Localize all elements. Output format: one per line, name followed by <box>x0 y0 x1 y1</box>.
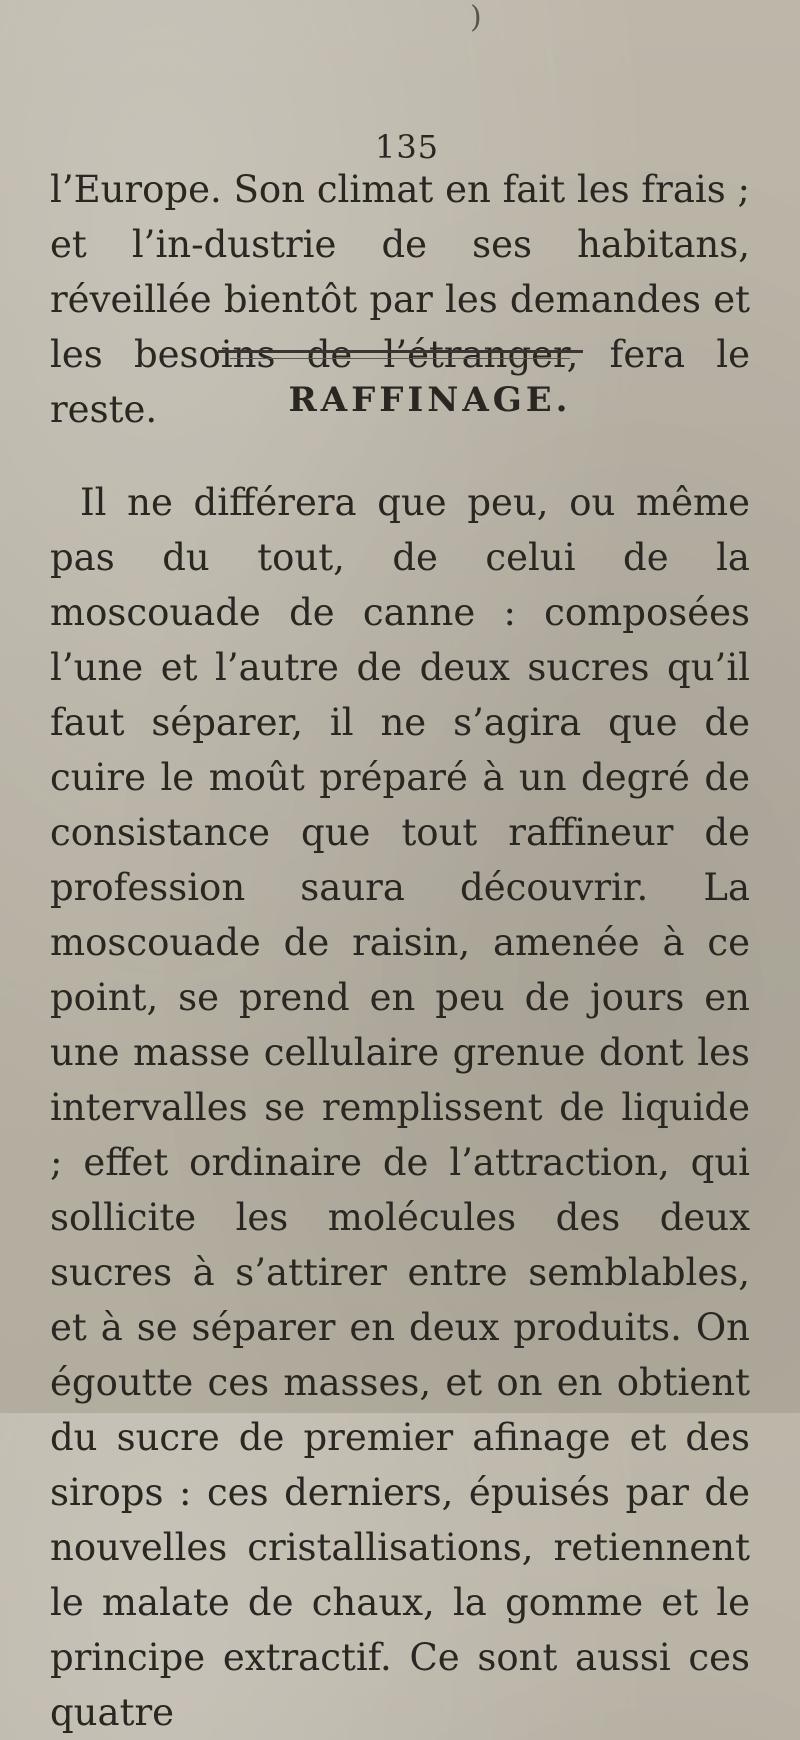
corner-mark: ) <box>470 0 482 35</box>
section-heading: RAFFINAGE. <box>288 380 572 420</box>
section-divider-thin <box>230 358 570 359</box>
top-paragraph: l’Europe. Son climat en fait les frais ; et l’in-dustrie de ses habitans, réveillée bientôt par les demandes et les besoins de l’étranger, fera le reste. <box>50 168 750 431</box>
page-number: 135 <box>374 128 440 166</box>
section-divider <box>218 350 583 353</box>
body-paragraph: Il ne différera que peu, ou même pas du tout, de celui de la moscouade de canne : composées l’une et l’autre de deux sucres qu’il faut séparer, il ne s’agira que de cuire le moût préparé à un degré de consistance que tout raffineur de profession saura découvrir. La moscouade de raisin, amenée à ce point, se prend en peu de jours en une masse cellulaire grenue dont les intervalles se remplissent de liquide ; effet ordinaire de l’attraction, qui sollicite les molécules des deux sucres à s’attirer entre semblables, et à se séparer en deux produits. On égoutte ces masses, et on en obtient du sucre de premier afinage et des sirops : ces derniers, épuisés par de nouvelles cristallisations, retiennent le malate de chaux, la gomme et le principe extractif. Ce sont aussi ces quatre <box>50 481 750 1734</box>
